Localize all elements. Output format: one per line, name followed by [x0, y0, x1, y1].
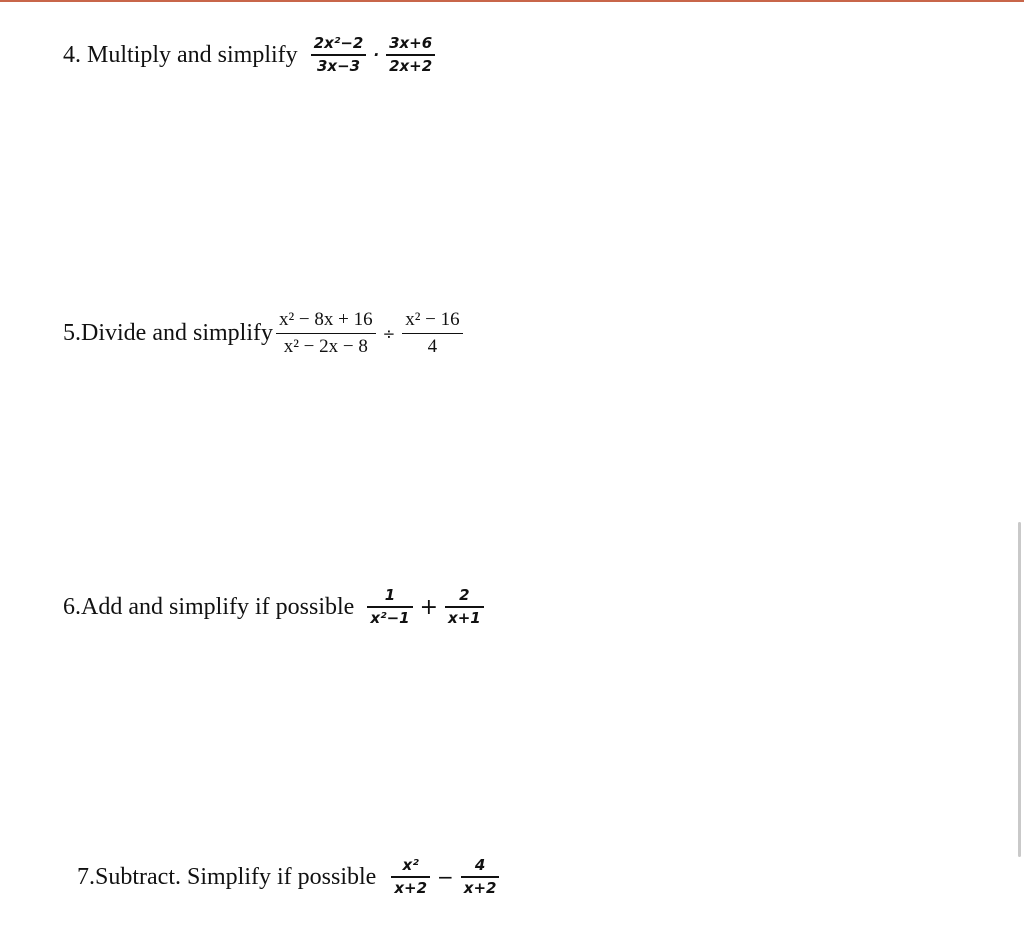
fraction-bar	[391, 876, 430, 878]
problem-7-expression	[388, 857, 502, 897]
fraction-denominator: 3x−3	[316, 56, 361, 75]
fraction-bar	[311, 54, 367, 56]
plus-operator: +	[419, 594, 439, 620]
fraction-numerator: x²	[402, 856, 419, 874]
fraction-numerator: 2x²−2	[313, 34, 364, 52]
problem-7-prompt: 7.Subtract. Simplify if possible	[77, 863, 377, 890]
fraction-bar	[445, 606, 484, 608]
minus-operator: −	[437, 865, 454, 889]
fraction-denominator: x+1	[448, 608, 481, 627]
fraction-numerator: 1	[384, 586, 396, 604]
fraction-denominator: 4	[427, 336, 438, 358]
fraction-numerator: 3x+6	[389, 34, 433, 52]
fraction-bar	[276, 333, 376, 335]
fraction-numerator: x² − 8x + 16	[278, 309, 373, 330]
problem-7	[77, 857, 502, 897]
fraction-numerator: x² − 16	[405, 309, 460, 330]
fraction-denominator: x²−1	[370, 608, 410, 627]
problem-6-expression	[364, 587, 486, 627]
problem-4-expression	[308, 35, 439, 75]
problem-4	[63, 35, 438, 75]
fraction-bar	[402, 333, 462, 335]
problem-4-fraction-1	[311, 35, 367, 75]
problem-4-prompt: 4. Multiply and simplify	[63, 41, 298, 68]
fraction-denominator: 2x+2	[389, 56, 433, 75]
problem-5-prompt: 5.Divide and simplify	[63, 320, 273, 347]
problem-6-fraction-1	[367, 587, 412, 627]
fraction-bar	[386, 54, 435, 56]
problem-7-fraction-1	[391, 857, 430, 897]
fraction-denominator: x+2	[394, 878, 428, 897]
fraction-numerator: 4	[474, 856, 486, 874]
vertical-scrollbar[interactable]	[1018, 522, 1021, 857]
multiply-operator: ·	[373, 46, 380, 64]
problem-4-fraction-2	[386, 35, 435, 75]
problem-5-expression	[273, 309, 466, 358]
fraction-bar	[367, 606, 412, 608]
problem-6-fraction-2	[445, 587, 484, 627]
problem-6	[63, 587, 487, 627]
problem-6-prompt: 6.Add and simplify if possible	[63, 593, 355, 620]
divide-operator: ÷	[382, 324, 396, 343]
problem-7-fraction-2	[461, 857, 500, 897]
problem-5-fraction-1	[276, 309, 376, 358]
fraction-denominator: x+2	[463, 878, 497, 897]
fraction-numerator: 2	[459, 586, 470, 604]
fraction-denominator: x² − 2x − 8	[283, 336, 368, 358]
problem-5	[63, 309, 466, 358]
fraction-bar	[461, 876, 500, 878]
problem-5-fraction-2	[402, 309, 462, 358]
